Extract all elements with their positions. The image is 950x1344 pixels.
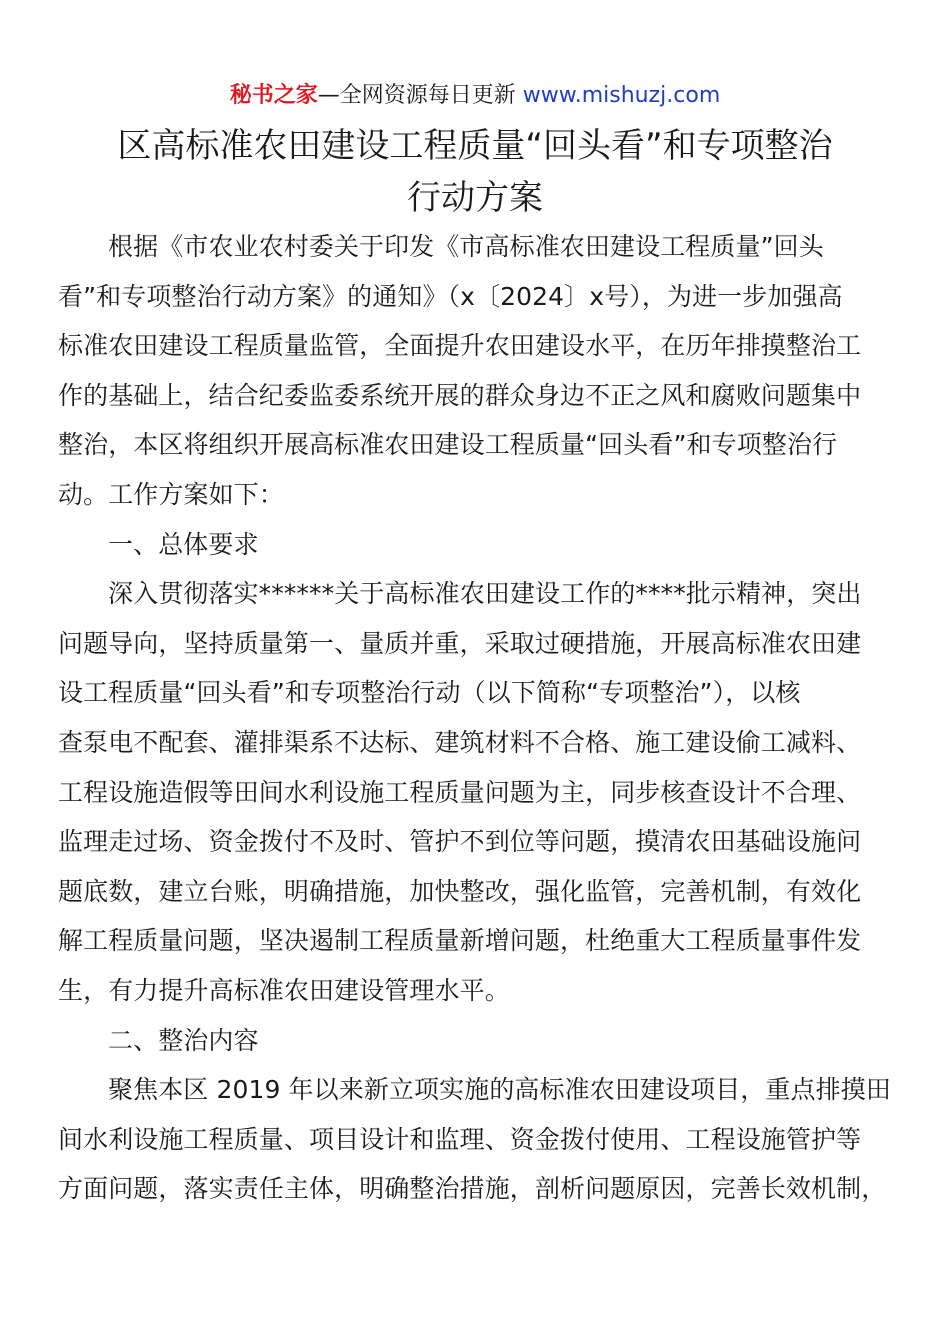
paragraph-line: 工程设施造假等田间水利设施工程质量问题为主，同步核查设计不合理、: [58, 777, 862, 807]
document-body: [58, 222, 892, 1214]
paragraph-line: 整治，本区将组织开展高标准农田建设工程质量“回头看”和专项整治行: [58, 430, 838, 460]
paragraph-line: 间水利设施工程质量、项目设计和监理、资金拨付使用、工程设施管护等: [58, 1124, 862, 1154]
brand-name: 秘书之家: [229, 83, 318, 108]
paragraph-line: 题底数，建立台账，明确措施，加快整改，强化监管，完善机制，有效化: [58, 876, 862, 906]
paragraph-line: 看”和专项整治行动方案》的通知》（x〔2024〕x号），为进一步加强高: [58, 281, 843, 311]
title-line-2: 行动方案: [407, 178, 543, 218]
paragraph-line: 动。工作方案如下：: [58, 479, 284, 509]
document-title: [60, 120, 890, 224]
section-heading: 二、整治内容: [108, 1025, 259, 1055]
paragraph-line: 标准农田建设工程质量监管，全面提升农田建设水平，在历年排摸整治工: [58, 331, 862, 361]
paragraph-line: 聚焦本区 2019 年以来新立项实施的高标准农田建设项目，重点排摸田: [108, 1075, 891, 1105]
paragraph-line: 方面问题，落实责任主体，明确整治措施，剖析问题原因，完善长效机制，: [58, 1174, 887, 1204]
site-url-link[interactable]: www.mishuzj.com: [522, 83, 721, 108]
paragraph-line: 解工程质量问题，坚决遏制工程质量新增问题，杜绝重大工程质量事件发: [58, 926, 862, 956]
paragraph-line: 问题导向，坚持质量第一、量质并重，采取过硬措施，开展高标准农田建: [58, 628, 862, 658]
paragraph-line: 生，有力提升高标准农田建设管理水平。: [58, 975, 510, 1005]
paragraph-line: 监理走过场、资金拨付不及时、管护不到位等问题，摸清农田基础设施问: [58, 827, 862, 857]
paragraph-line: 深入贯彻落实******关于高标准农田建设工作的****批示精神，突出: [108, 579, 862, 609]
header-tagline: —全网资源每日更新: [317, 83, 523, 108]
paragraph-line: 设工程质量“回头看”和专项整治行动（以下简称“专项整治”），以核: [58, 678, 801, 708]
site-header: [0, 80, 950, 112]
title-line-1: 区高标准农田建设工程质量“回头看”和专项整治: [117, 126, 833, 166]
section-heading: 一、总体要求: [108, 529, 259, 559]
paragraph-line: 根据《市农业农村委关于印发《市高标准农田建设工程质量”回头: [108, 232, 824, 261]
paragraph-line: 查泵电不配套、灌排渠系不达标、建筑材料不合格、施工建设偷工减料、: [58, 727, 862, 757]
paragraph-line: 作的基础上，结合纪委监委系统开展的群众身边不正之风和腐败问题集中: [58, 380, 862, 410]
